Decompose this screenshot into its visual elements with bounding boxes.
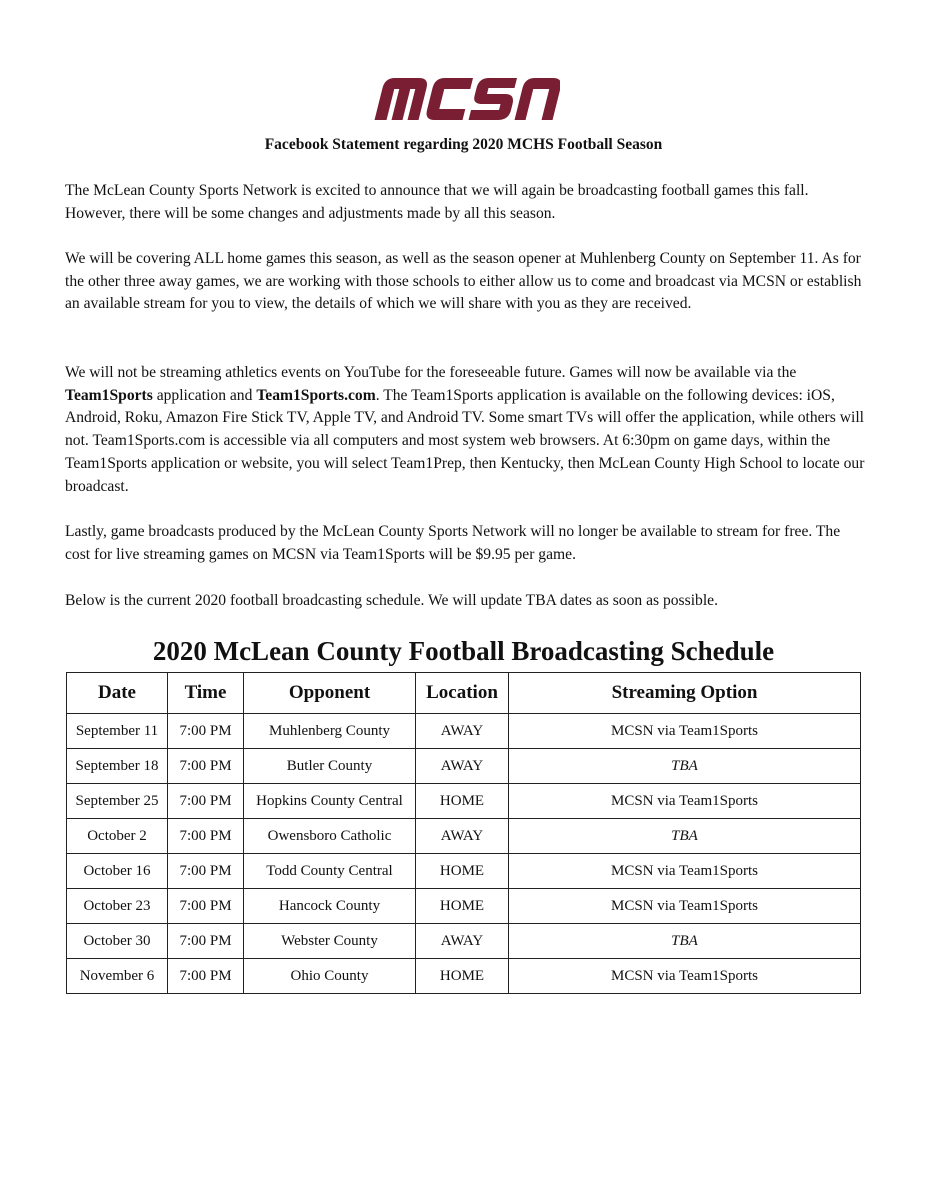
paragraph-cost: Lastly, game broadcasts produced by the McLean County Sports Network will no longer be available to stream for free. The cost for live streaming games on MCSN via Team1Sports will be $9.95 per game. — [65, 523, 841, 563]
table-row — [67, 714, 861, 749]
mcsn-logo-wordmark — [370, 74, 560, 122]
cell-date: October 30 — [67, 924, 168, 959]
schedule-title: 2020 McLean County Football Broadcasting Schedule — [152, 636, 775, 666]
cell-streaming: TBA — [509, 924, 861, 959]
cell-location: HOME — [416, 889, 509, 924]
cell-streaming: MCSN via Team1Sports — [509, 959, 861, 994]
cell-opponent: Muhlenberg County — [244, 714, 416, 749]
cell-date: October 2 — [67, 819, 168, 854]
paragraph-streaming-part-c: application and — [152, 386, 257, 404]
table-row — [67, 819, 861, 854]
cell-time: 7:00 PM — [168, 959, 244, 994]
table-row — [67, 889, 861, 924]
team1sports-website-name: Team1Sports.com — [256, 386, 376, 404]
cell-location: AWAY — [416, 924, 509, 959]
cell-streaming: MCSN via Team1Sports — [509, 784, 861, 819]
paragraph-intro: The McLean County Sports Network is excited to announce that we will again be broadcasting football games this fall. However, there will be some changes and adjustments made by all this season. — [65, 182, 809, 222]
cell-opponent: Hancock County — [244, 889, 416, 924]
cell-time: 7:00 PM — [168, 924, 244, 959]
cell-location: HOME — [416, 784, 509, 819]
table-row — [67, 854, 861, 889]
cell-opponent: Hopkins County Central — [244, 784, 416, 819]
header-date: Date — [67, 673, 168, 714]
cell-date: September 25 — [67, 784, 168, 819]
cell-time: 7:00 PM — [168, 749, 244, 784]
cell-location: AWAY — [416, 819, 509, 854]
paragraph-streaming-part-a: We will not be streaming athletics events on YouTube for the foreseeable future. Games will now be available via the — [65, 364, 797, 381]
header-opponent: Opponent — [244, 673, 416, 714]
cell-location: AWAY — [416, 749, 509, 784]
table-row — [67, 959, 861, 994]
header-streaming-option: Streaming Option — [509, 673, 861, 714]
cell-streaming: MCSN via Team1Sports — [509, 714, 861, 749]
schedule-table — [66, 672, 861, 994]
cell-date: September 11 — [67, 714, 168, 749]
cell-date: October 23 — [67, 889, 168, 924]
cell-time: 7:00 PM — [168, 819, 244, 854]
table-row — [67, 784, 861, 819]
cell-opponent: Owensboro Catholic — [244, 819, 416, 854]
header-time: Time — [168, 673, 244, 714]
header-location: Location — [416, 673, 509, 714]
paragraph-coverage: We will be covering ALL home games this season, as well as the season opener at Muhlenberg County on September 11. As for the other three away games, we are working with those schools to either allow us to come and broadcast via MCSN or establish an available stream for you to view, the details of which we will share with you as they are received. — [65, 250, 862, 313]
cell-streaming: TBA — [509, 819, 861, 854]
cell-opponent: Todd County Central — [244, 854, 416, 889]
table-row — [67, 749, 861, 784]
cell-time: 7:00 PM — [168, 784, 244, 819]
cell-streaming: MCSN via Team1Sports — [509, 889, 861, 924]
cell-location: HOME — [416, 959, 509, 994]
cell-streaming: TBA — [509, 749, 861, 784]
statement-title: Facebook Statement regarding 2020 MCHS Football Season — [264, 136, 663, 153]
cell-time: 7:00 PM — [168, 854, 244, 889]
cell-date: November 6 — [67, 959, 168, 994]
cell-date: October 16 — [67, 854, 168, 889]
table-row — [67, 924, 861, 959]
cell-time: 7:00 PM — [168, 889, 244, 924]
cell-date: September 18 — [67, 749, 168, 784]
paragraph-schedule-note: Below is the current 2020 football broadcasting schedule. We will update TBA dates as soon as possible. — [65, 592, 718, 609]
mcsn-logo — [370, 74, 560, 122]
schedule-header-row — [67, 673, 861, 714]
cell-opponent: Webster County — [244, 924, 416, 959]
cell-streaming: MCSN via Team1Sports — [509, 854, 861, 889]
cell-time: 7:00 PM — [168, 714, 244, 749]
cell-location: HOME — [416, 854, 509, 889]
team1sports-app-name: Team1Sports — [65, 386, 153, 404]
cell-location: AWAY — [416, 714, 509, 749]
cell-opponent: Butler County — [244, 749, 416, 784]
cell-opponent: Ohio County — [244, 959, 416, 994]
paragraph-streaming — [65, 362, 865, 498]
paragraph-streaming-part-e: . The Team1Sports application is available on the following devices: iOS, Android, Roku, Amazon Fire Stick TV, Apple TV, and Android TV. Some smart TVs will offer the application, while others will not. Team1Sports.com is accessible via all computers and most system web browsers. At 6:30pm on game days, within the Team1Sports application or website, you will select Team1Prep, then Kentucky, then McLean County High School to locate our broadcast. — [65, 386, 865, 495]
